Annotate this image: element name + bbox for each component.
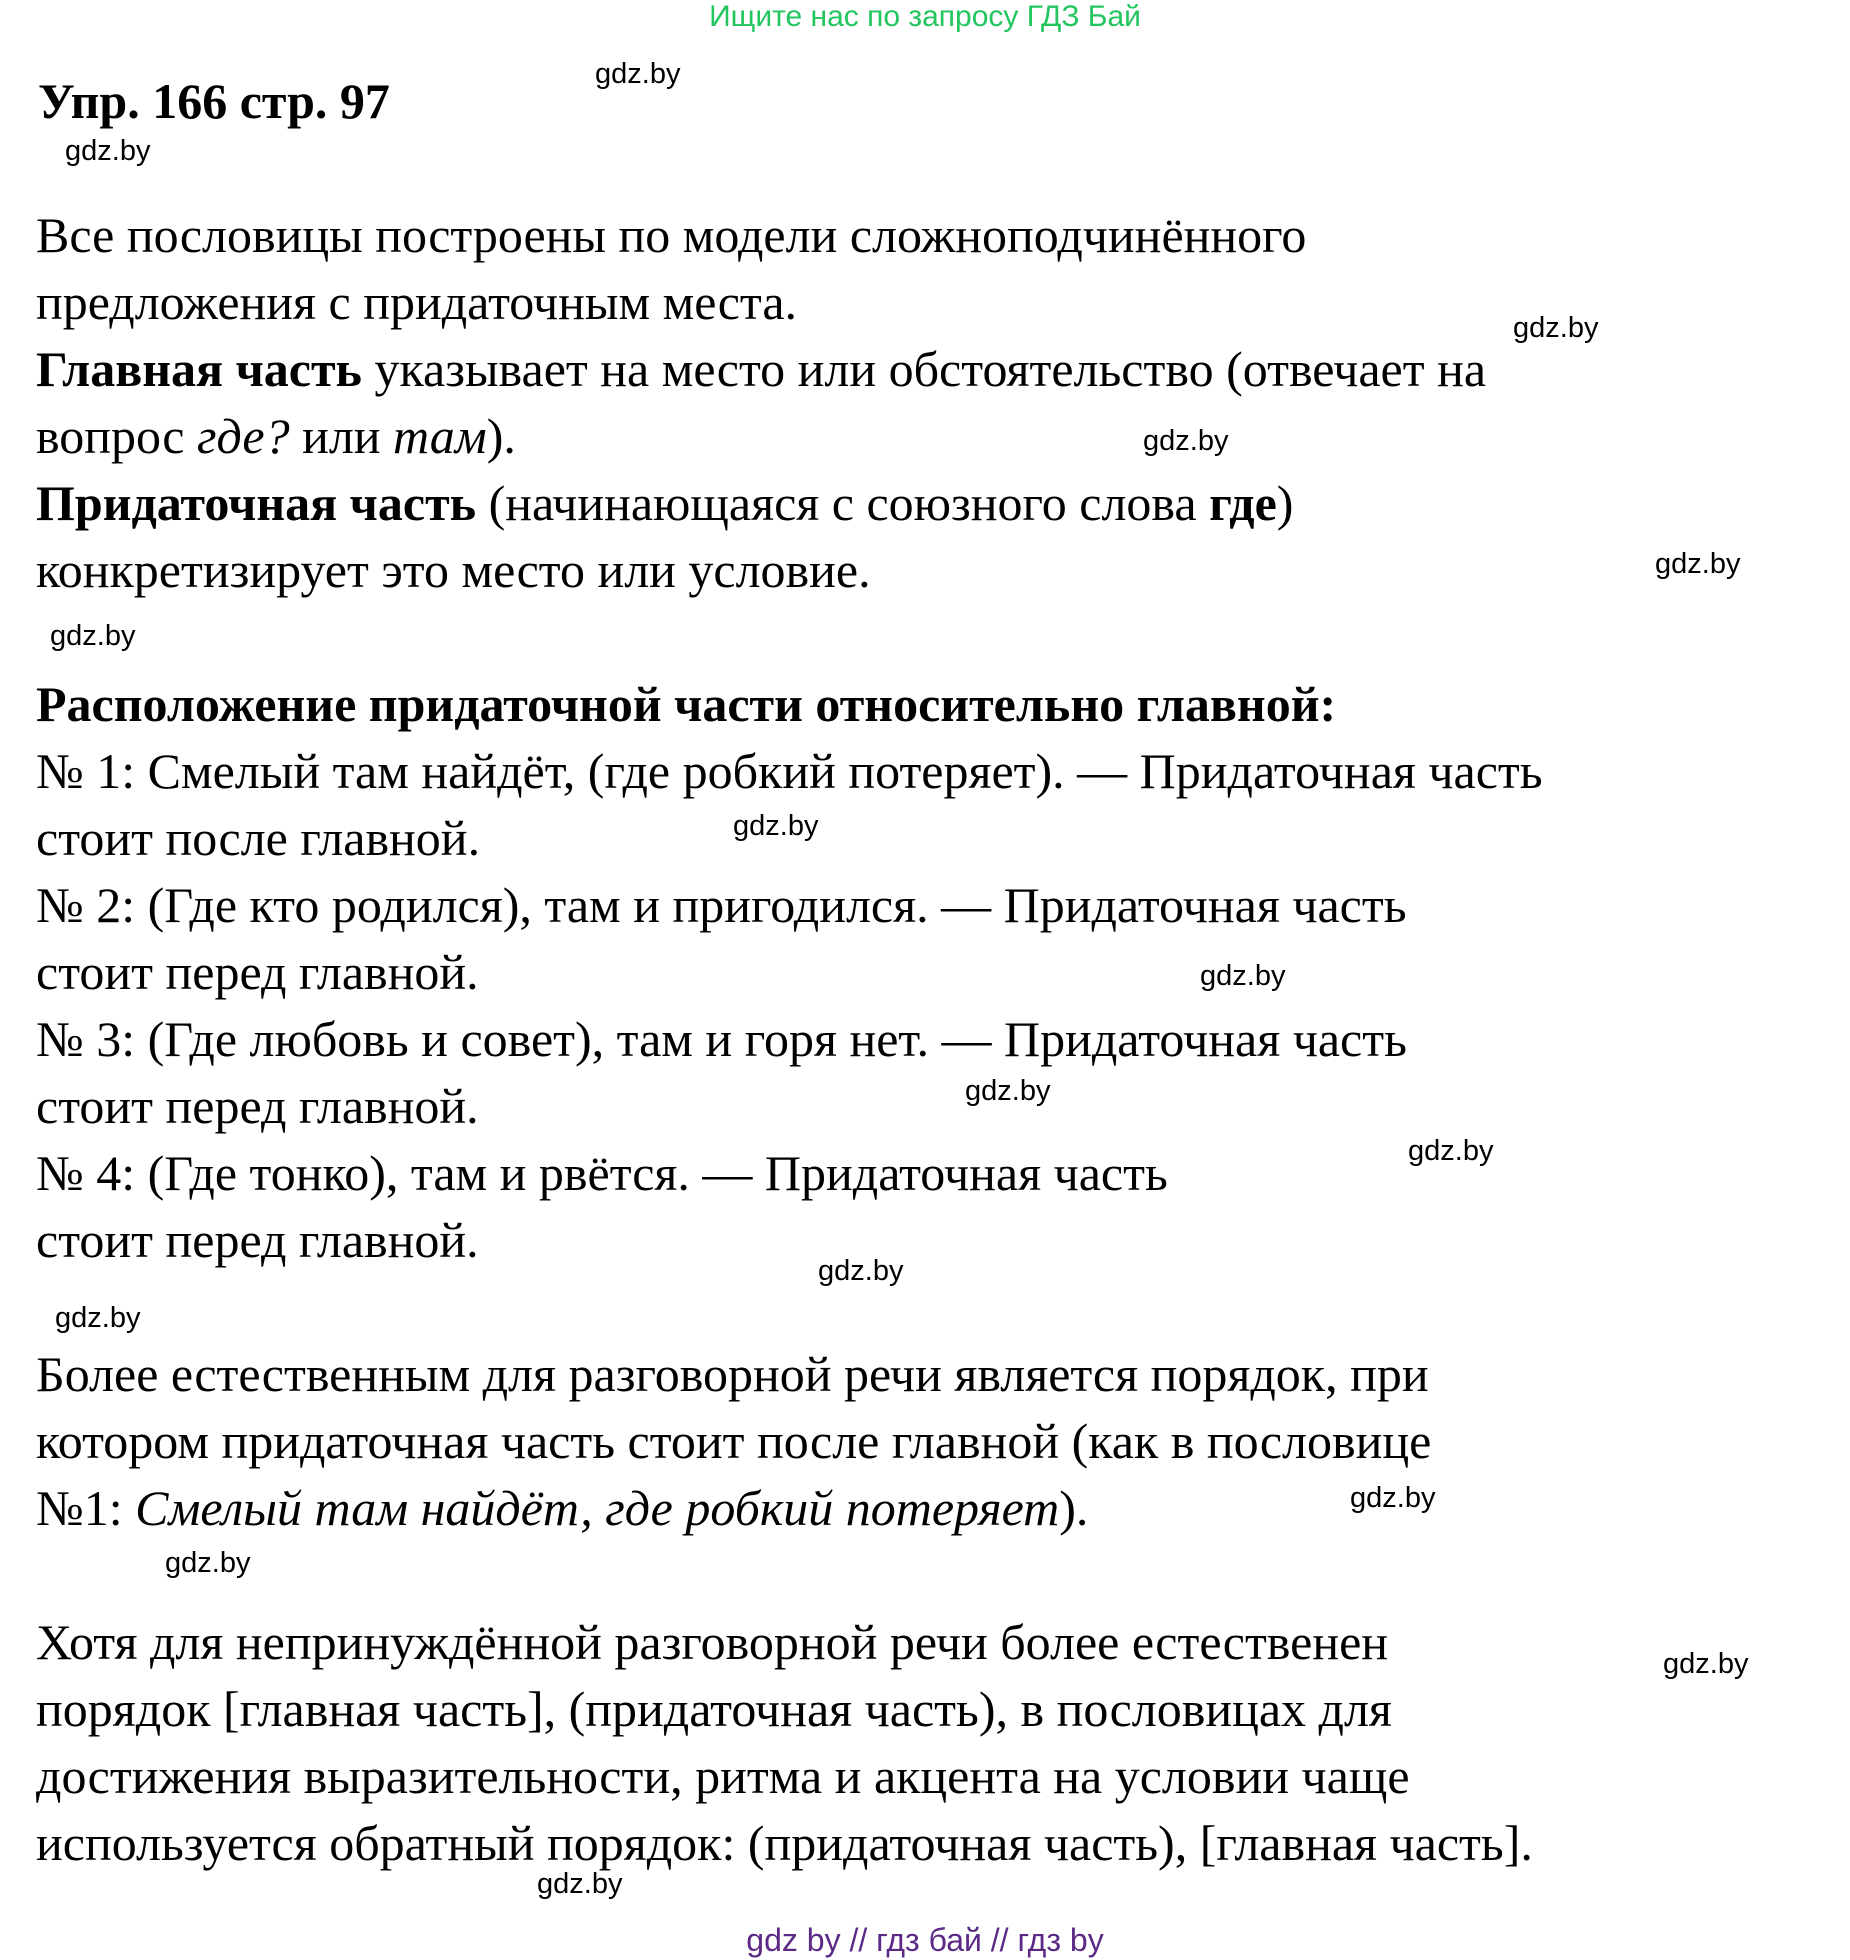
text-fragment: ) — [1276, 475, 1294, 531]
italic-proverb: Смелый там найдёт, где робкий потеряет — [135, 1480, 1060, 1536]
final-line-4: используется обратный порядок: (придаточная часть), [главная часть]. — [36, 1815, 1533, 1871]
watermark: gdz.by — [733, 810, 819, 842]
main-part-text: указывает на место или обстоятельство (отвечает на — [361, 341, 1487, 397]
text-fragment: вопрос — [36, 408, 197, 464]
watermark: gdz.by — [1663, 1648, 1749, 1680]
item-1-line-2: стоит после главной. — [36, 810, 481, 866]
main-part-line-2 — [36, 406, 516, 466]
final-line-1: Хотя для непринуждённой разговорной речи более естественен — [36, 1614, 1389, 1670]
item-3-line-2: стоит перед главной. — [36, 1078, 479, 1134]
item-2-line-1: № 2: (Где кто родился), там и пригодился. — Придаточная часть — [36, 877, 1407, 933]
intro-line-1: Все пословицы построены по модели сложноподчинённого — [36, 207, 1307, 263]
watermark: gdz.by — [1350, 1482, 1436, 1514]
conclusion-line-2: котором придаточная часть стоит после главной (как в пословице — [36, 1413, 1432, 1469]
watermark: gdz.by — [1408, 1135, 1494, 1167]
watermark: gdz.by — [50, 620, 136, 652]
header-ad-link[interactable]: Ищите нас по запросу ГДЗ Бай — [709, 0, 1141, 33]
watermark: gdz.by — [65, 135, 151, 167]
item-1-line-1: № 1: Смелый там найдёт, (где робкий потеряет). — Придаточная часть — [36, 743, 1543, 799]
conclusion-line-1: Более естественным для разговорной речи является порядок, при — [36, 1346, 1429, 1402]
intro-line-2: предложения с придаточным места. — [36, 274, 798, 330]
text-fragment: ). — [1059, 1480, 1089, 1536]
exercise-title: Упр. 166 стр. 97 — [38, 73, 390, 129]
watermark: gdz.by — [818, 1255, 904, 1287]
watermark: gdz.by — [1655, 548, 1741, 580]
subordinate-part-line-1 — [36, 473, 1293, 533]
italic-where: где? — [196, 408, 290, 464]
subordinate-part-term: Придаточная часть — [36, 475, 477, 531]
watermark: gdz.by — [537, 1868, 623, 1900]
watermark: gdz.by — [165, 1547, 251, 1579]
item-2-line-2: стоит перед главной. — [36, 944, 479, 1000]
footer-links[interactable]: gdz by // гдз бай // гдз by — [746, 1922, 1104, 1958]
watermark: gdz.by — [595, 58, 681, 90]
final-line-3: достижения выразительности, ритма и акцента на условии чаще — [36, 1748, 1410, 1804]
subordinate-part-line-2: конкретизирует это место или условие. — [36, 542, 871, 598]
text-fragment: ). — [486, 408, 516, 464]
final-line-2: порядок [главная часть], (придаточная часть), в пословицах для — [36, 1681, 1392, 1737]
watermark: gdz.by — [965, 1075, 1051, 1107]
position-heading: Расположение придаточной части относительно главной: — [36, 676, 1337, 732]
main-part-term: Главная часть — [36, 341, 362, 397]
item-3-line-1: № 3: (Где любовь и совет), там и горя нет. — Придаточная часть — [36, 1011, 1407, 1067]
conclusion-line-3 — [36, 1478, 1088, 1538]
watermark: gdz.by — [1143, 425, 1229, 457]
text-fragment: или — [289, 408, 394, 464]
main-part-line-1 — [36, 339, 1486, 399]
italic-there: там — [393, 408, 487, 464]
watermark: gdz.by — [1513, 312, 1599, 344]
item-4-line-1: № 4: (Где тонко), там и рвётся. — Придаточная часть — [36, 1145, 1168, 1201]
item-4-line-2: стоит перед главной. — [36, 1212, 479, 1268]
text-fragment: (начинающаяся с союзного слова — [476, 475, 1210, 531]
watermark: gdz.by — [1200, 960, 1286, 992]
text-fragment: №1: — [36, 1480, 136, 1536]
watermark: gdz.by — [55, 1302, 141, 1334]
conjunction-word: где — [1209, 475, 1277, 531]
